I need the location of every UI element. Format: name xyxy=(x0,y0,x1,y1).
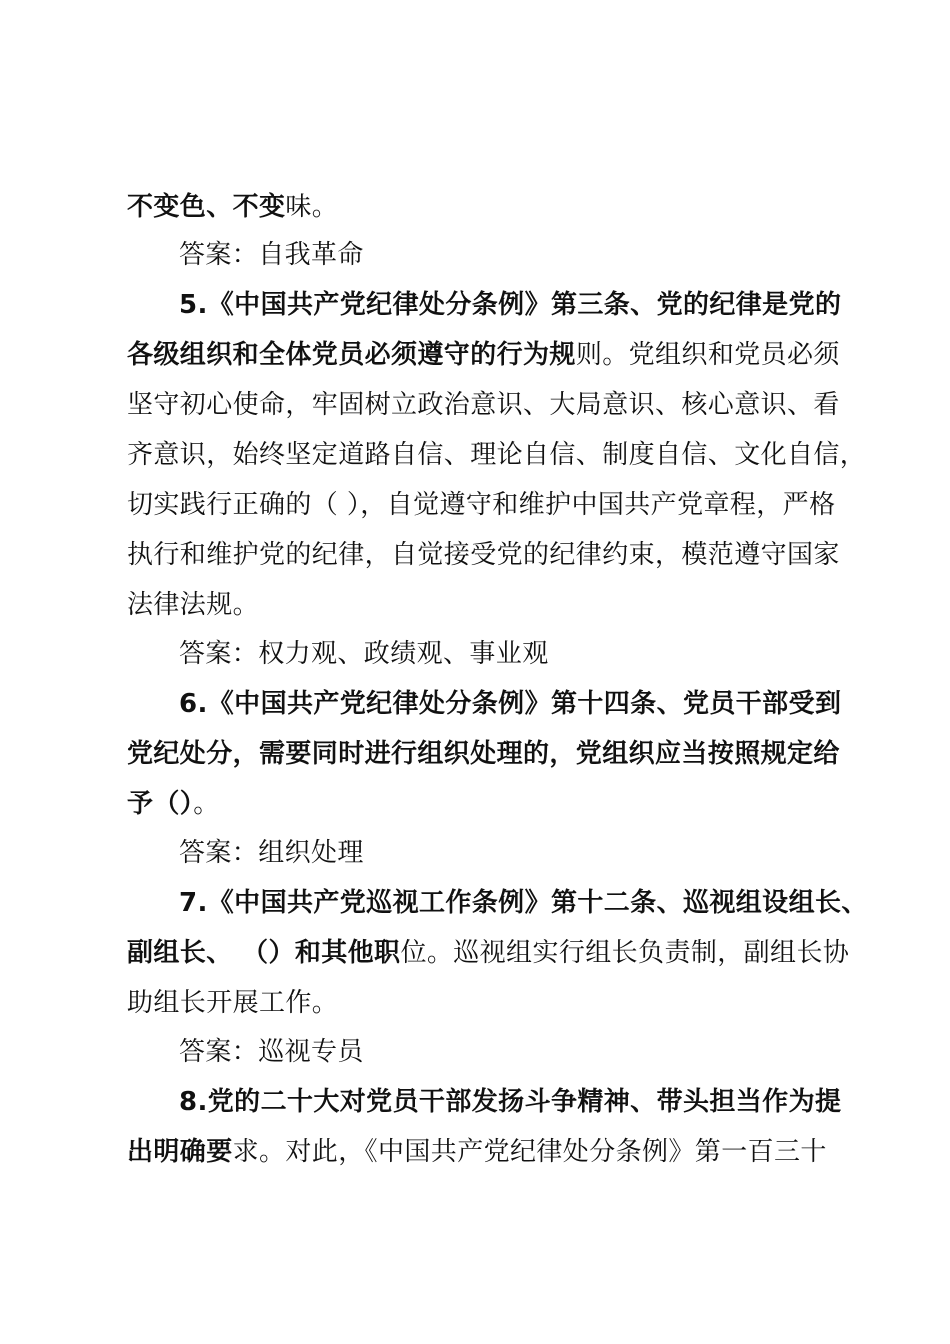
text-line xyxy=(127,388,867,422)
answer-line xyxy=(179,836,919,870)
question-heading xyxy=(179,687,919,721)
question-heading xyxy=(179,288,919,322)
question-heading xyxy=(179,1085,919,1119)
normal-text: 位。巡视组实行组长负责制，副组长协 xyxy=(400,938,850,968)
normal-text: 坚守初心使命，牢固树立政治意识、大局意识、核心意识、看 xyxy=(127,390,840,420)
text-line xyxy=(127,190,867,224)
bold-text: 7.《中国共产党巡视工作条例》第十二条、巡视组设组长、 xyxy=(179,888,868,918)
normal-text: 法律法规。 xyxy=(127,590,260,620)
bold-text: 副组长、 （）和其他职 xyxy=(127,938,401,968)
normal-text: 助组长开展工作。 xyxy=(127,988,339,1018)
bold-text: 出明确要 xyxy=(127,1137,233,1167)
bold-text: 党纪处分，需要同时进行组织处理的，党组织应当按照规定给 xyxy=(127,739,840,769)
text-line xyxy=(127,986,867,1020)
normal-text: 求。对此，《中国共产党纪律处分条例》第一百三十 xyxy=(232,1137,827,1167)
bold-text: 8.党的二十大对党员干部发扬斗争精神、带头担当作为提 xyxy=(179,1087,842,1117)
text-line xyxy=(127,538,867,572)
text-line xyxy=(127,787,867,821)
text-line xyxy=(127,338,867,372)
bold-text: 不变色、不变 xyxy=(127,192,286,222)
bold-text: 5.《中国共产党纪律处分条例》第三条、党的纪律是党的 xyxy=(179,290,842,320)
normal-text: 执行和维护党的纪律，自觉接受党的纪律约束，模范遵守国家 xyxy=(127,540,840,570)
text-line xyxy=(127,588,867,622)
normal-text: 切实践行正确的（ ），自觉遵守和维护中国共产党章程，严格 xyxy=(127,490,836,520)
question-heading xyxy=(179,886,919,920)
normal-text: 味。 xyxy=(285,192,339,222)
bold-text: 予（） xyxy=(127,789,194,819)
answer-text: 答案：自我革命 xyxy=(179,240,364,270)
text-line xyxy=(127,438,867,472)
answer-line xyxy=(179,1035,919,1069)
answer-text: 答案：权力观、政绩观、事业观 xyxy=(179,639,549,669)
bold-text: 各级组织和全体党员必须遵守的行为规 xyxy=(127,340,576,370)
text-line xyxy=(127,488,867,522)
bold-text: 6.《中国共产党纪律处分条例》第十四条、党员干部受到 xyxy=(179,689,842,719)
answer-line xyxy=(179,238,919,272)
answer-text: 答案：组织处理 xyxy=(179,838,364,868)
answer-text: 答案：巡视专员 xyxy=(179,1037,364,1067)
text-line xyxy=(127,1135,867,1169)
text-line xyxy=(127,737,867,771)
normal-text: 则。党组织和党员必须 xyxy=(575,340,840,370)
text-line xyxy=(127,936,867,970)
normal-text: 。 xyxy=(193,789,220,819)
normal-text: 齐意识，始终坚定道路自信、理论自信、制度自信、文化自信， xyxy=(127,440,867,470)
answer-line xyxy=(179,637,919,671)
